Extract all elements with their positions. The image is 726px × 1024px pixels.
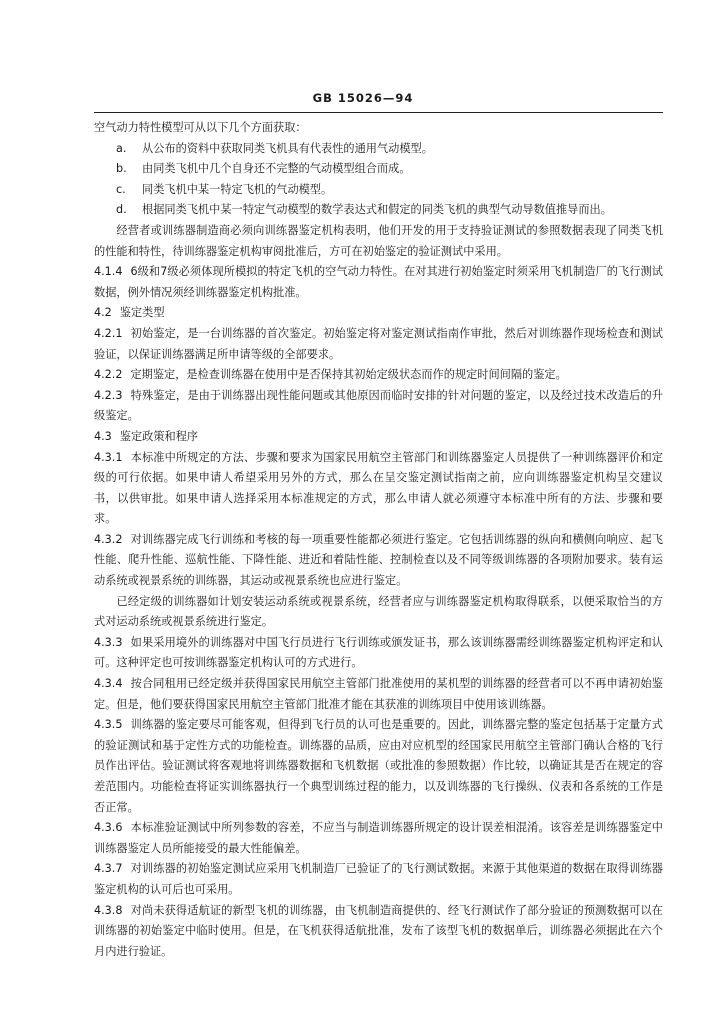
section-text: 初始鉴定，是一台训练器的首次鉴定。初始鉴定将对鉴定测试指南作审批，然后对训练器作现场检查和测试验证，以保证训练器满足所申请等级的全部要求。 (94, 326, 663, 361)
section-number: 4.3 (94, 429, 112, 443)
section-paragraph (94, 674, 663, 715)
section-text: 对训练器的初始鉴定测试应采用飞机制造厂已验证了的飞行测试数据。来源于其他渠道的数据在取得训练器鉴定机构的认可后也可采用。 (94, 862, 663, 896)
section-paragraph (94, 901, 663, 963)
section-paragraph (94, 859, 663, 900)
section-paragraph (94, 303, 663, 324)
list-item (94, 159, 663, 180)
section-paragraph (94, 386, 663, 427)
section-paragraph (94, 530, 663, 592)
section-text: 定期鉴定，是检查训练器在使用中是否保持其初始定级状态而作的规定时间间隔的鉴定。 (130, 368, 567, 382)
section-text: 鉴定政策和程序 (119, 429, 199, 443)
page-header: GB 15026—94 (312, 91, 414, 105)
list-item-tag: c. (116, 182, 126, 196)
section-text: 对训练器完成飞行训练和考核的每一项重要性能都必须进行鉴定。它包括训练器的纵向和横侧向响应、起飞性能、爬升性能、巡航性能、下降性能、进近和着陆性能、控制检查以及不同等级训练器的各项附加要求。装有运动系统或视景系统的训练器，其运动或视景系统也应进行鉴定。 (94, 532, 663, 588)
list-item-tag: d. (116, 203, 127, 217)
list-item-tag: b. (116, 162, 127, 176)
section-text: 6级和7级必须体现所模拟的特定飞机的空气动力特性。在对其进行初始鉴定时须采用飞机制造厂的飞行测试数据，例外情况须经训练器鉴定机构批准。 (94, 265, 663, 299)
section-text: 对尚未获得适航证的新型飞机的训练器，由飞机制造商提供的、经飞行测试作了部分验证的预测数据可以在训练器的初始鉴定中临时使用。但是，在飞机获得适航批准，发布了该型飞机的数据单后，训练器必须据此在六个月内进行验证。 (94, 903, 663, 958)
section-text: 按合同租用已经定级并获得国家民用航空主管部门批准使用的某机型的训练器的经营者可以不再申请初始鉴定。但是，他们要获得国家民用航空主管部门批准才能在其获准的训练项目中使用该训练器。 (94, 677, 663, 711)
section-text: 本标准中所规定的方法、步骤和要求为国家民用航空主管部门和训练器鉴定人员提供了一种训练器评价和定级的可行依据。如果申请人希望采用另外的方式，那么在呈交鉴定测试指南之前，应向训练器鉴定机构呈交建议书，以供审批。如果申请人选择采用本标准规定的方式，那么申请人就必须遵守本标准中所有的方法、步骤和要求。 (94, 450, 663, 526)
section-number: 4.3.1 (94, 450, 123, 464)
document-body (94, 118, 663, 962)
section-paragraph (94, 262, 663, 303)
section-number: 4.3.5 (94, 718, 123, 732)
section-paragraph (94, 427, 663, 448)
section-number: 4.2.2 (94, 368, 123, 382)
body-paragraph: 经营者或训练器制造商必须向训练器鉴定机构表明，他们开发的用于支持验证测试的参照数据表现了同类飞机的性能和特性，待训练器鉴定机构审阅批准后，方可在初始鉴定的验证测试中采用。 (94, 223, 663, 258)
section-number: 4.3.3 (94, 635, 123, 649)
section-number: 4.2 (94, 306, 112, 320)
section-text: 如果采用境外的训练器对中国飞行员进行飞行训练或颁发证书，那么该训练器需经训练器鉴定机构评定和认可。这种评定也可按训练器鉴定机构认可的方式进行。 (94, 635, 663, 670)
section-paragraph (94, 448, 663, 530)
list-item-text: 同类飞机中某一特定飞机的气动模型。 (142, 182, 333, 196)
section-number: 4.3.2 (94, 532, 123, 546)
section-number: 4.1.4 (94, 265, 123, 279)
section-number: 4.3.4 (94, 677, 123, 691)
list-item-text: 根据同类飞机中某一特定气动模型的数学表达式和假定的同类飞机的典型气动导数值推导而出。 (142, 203, 612, 217)
list-item (94, 200, 663, 221)
section-number: 4.2.1 (94, 326, 123, 340)
header-rule (94, 112, 663, 113)
section-number: 4.3.6 (94, 821, 123, 835)
section-text: 本标准验证测试中所列参数的容差，不应当与制造训练器所规定的设计误差相混淆。该容差是训练器鉴定中训练器鉴定人员所能接受的最大性能偏差。 (94, 821, 663, 855)
list-item-text: 从公布的资料中获取同类飞机具有代表性的通用气动模型。 (142, 141, 433, 155)
section-paragraph (94, 715, 663, 818)
section-paragraph (94, 324, 663, 365)
section-number: 4.2.3 (94, 388, 123, 402)
section-text: 特殊鉴定，是由于训练器出现性能问题或其他原因而临时安排的针对问题的鉴定，以及经过技术改造后的升级鉴定。 (94, 388, 663, 423)
section-text: 训练器的鉴定要尽可能客观，但得到飞行员的认可也是重要的。因此，训练器完整的鉴定包括基于定量方式的验证测试和基于定性方式的功能检查。训练器的品质，应由对应机型的经国家民用航空主管部门确认合格的飞行员作出评估。验证测试将客观地将训练器数据和飞机数据（或批准的参照数据）作比较，以确证其是否在规定的容差范围内。功能检查将证实训练器执行一个典型训练过程的能力，以及训练器的飞行操纵、仪表和各系统的工作是否正常。 (94, 718, 663, 814)
list-item-tag: a. (116, 141, 127, 155)
section-number: 4.3.8 (94, 903, 123, 917)
section-paragraph (94, 633, 663, 674)
section-paragraph (94, 365, 663, 386)
body-paragraph: 空气动力特性模型可从以下几个方面获取： (94, 121, 307, 134)
section-paragraph (94, 818, 663, 859)
section-text: 鉴定类型 (119, 306, 165, 320)
list-item (94, 139, 663, 160)
body-paragraph: 已经定级的训练器如计划安装运动系统或视景系统，经营者应与训练器鉴定机构取得联系，以便采取恰当的方式对运动系统或视景系统进行鉴定。 (94, 594, 663, 629)
list-item (94, 180, 663, 201)
section-number: 4.3.7 (94, 862, 123, 876)
list-item-text: 由同类飞机中几个自身还不完整的气动模型组合而成。 (142, 162, 411, 176)
